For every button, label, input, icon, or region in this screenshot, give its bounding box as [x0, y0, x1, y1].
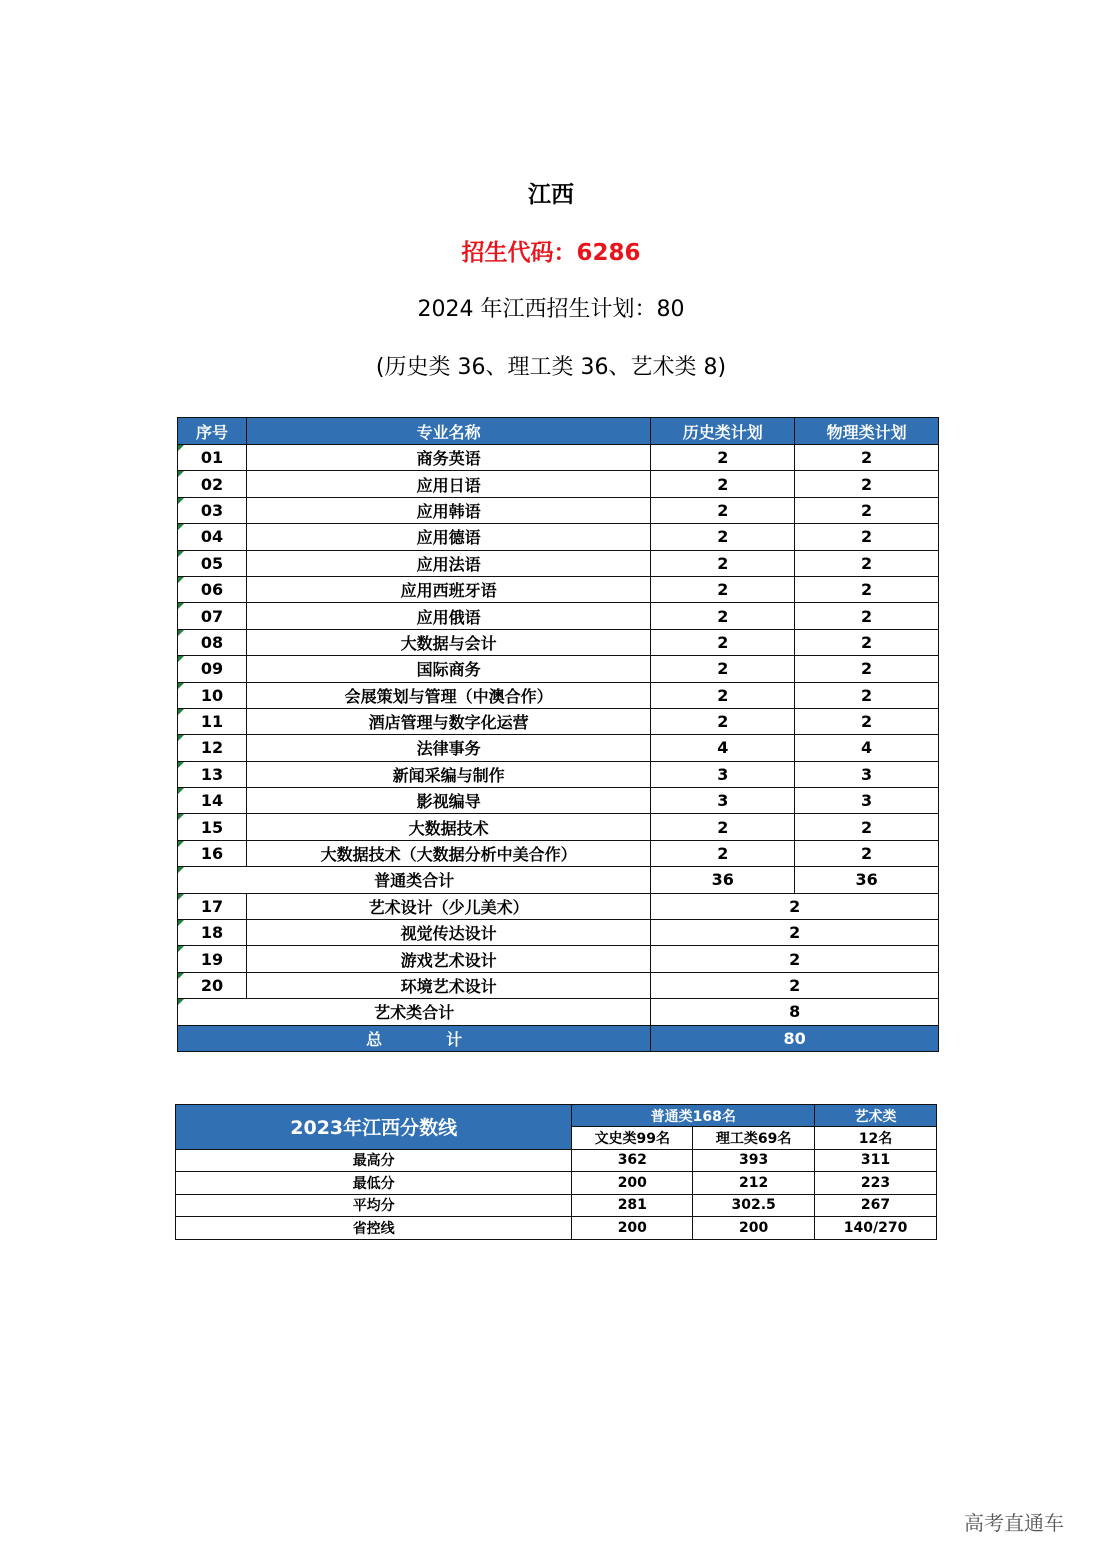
row-history-plan: 3 [651, 788, 795, 814]
table-row [178, 840, 939, 866]
row-physics-plan: 2 [795, 524, 939, 550]
row-history-plan: 2 [651, 471, 795, 497]
score-liberal-arts: 362 [572, 1149, 693, 1172]
general-subtotal-physics: 36 [795, 867, 939, 893]
row-major-name: 应用西班牙语 [246, 576, 650, 602]
header-seq: 序号 [178, 418, 247, 445]
score-liberal-arts: 200 [572, 1172, 693, 1195]
general-subtotal-label: 普通类合计 [178, 867, 651, 893]
row-history-plan: 2 [651, 550, 795, 576]
table-row [178, 576, 939, 602]
row-physics-plan: 2 [795, 445, 939, 471]
row-art-plan: 2 [651, 972, 939, 998]
table-row [178, 445, 939, 471]
table-row [178, 471, 939, 497]
group-art-header: 艺术类 [815, 1105, 937, 1127]
row-seq: 16 [178, 840, 247, 866]
table-row [178, 708, 939, 734]
row-seq: 09 [178, 656, 247, 682]
table-row [176, 1194, 937, 1217]
row-art-plan: 2 [651, 920, 939, 946]
art-subtotal-row [178, 999, 939, 1025]
subheader-liberal-arts: 文史类99名 [572, 1127, 693, 1150]
row-major-name: 应用日语 [246, 471, 650, 497]
row-art-plan: 2 [651, 893, 939, 919]
table-row [178, 946, 939, 972]
table-row [178, 682, 939, 708]
score-liberal-arts: 200 [572, 1217, 693, 1240]
row-history-plan: 2 [651, 840, 795, 866]
grand-total-row [178, 1025, 939, 1051]
row-major-name: 法律事务 [246, 735, 650, 761]
row-seq: 06 [178, 576, 247, 602]
admission-code: 招生代码：6286 [461, 240, 641, 266]
row-physics-plan: 2 [795, 576, 939, 602]
row-major-name: 商务英语 [246, 445, 650, 471]
score-science: 393 [693, 1149, 815, 1172]
table-row [178, 972, 939, 998]
row-physics-plan: 2 [795, 603, 939, 629]
row-seq: 18 [178, 920, 247, 946]
general-subtotal-history: 36 [651, 867, 795, 893]
admission-plan-table [177, 417, 939, 1052]
header-major: 专业名称 [246, 418, 650, 445]
table-row [178, 656, 939, 682]
row-history-plan: 4 [651, 735, 795, 761]
group-general-header: 普通类168名 [572, 1105, 815, 1127]
grand-total-label-left: 总 [366, 1029, 383, 1049]
row-seq: 10 [178, 682, 247, 708]
score-label: 平均分 [176, 1194, 572, 1217]
row-physics-plan: 3 [795, 788, 939, 814]
row-major-name: 会展策划与管理（中澳合作） [246, 682, 650, 708]
row-physics-plan: 2 [795, 708, 939, 734]
score-label: 最低分 [176, 1172, 572, 1195]
row-major-name: 大数据与会计 [246, 629, 650, 655]
table-row [176, 1172, 937, 1195]
row-seq: 20 [178, 972, 247, 998]
score-art: 223 [815, 1172, 937, 1195]
general-subtotal-row [178, 867, 939, 893]
grand-total-label-right: 计 [446, 1029, 463, 1049]
row-history-plan: 2 [651, 656, 795, 682]
table-row [178, 550, 939, 576]
plan-breakdown: (历史类 36、理工类 36、艺术类 8) [375, 355, 727, 380]
score-label: 省控线 [176, 1217, 572, 1240]
row-seq: 12 [178, 735, 247, 761]
table-header-row [178, 418, 939, 445]
row-seq: 13 [178, 761, 247, 787]
row-major-name: 视觉传达设计 [246, 920, 650, 946]
subheader-art: 12名 [815, 1127, 937, 1150]
score-art: 140/270 [815, 1217, 937, 1240]
row-seq: 05 [178, 550, 247, 576]
score-label: 最高分 [176, 1149, 572, 1172]
row-history-plan: 2 [651, 629, 795, 655]
table-row [178, 814, 939, 840]
row-major-name: 游戏艺术设计 [246, 946, 650, 972]
row-history-plan: 2 [651, 682, 795, 708]
table-row [178, 761, 939, 787]
row-physics-plan: 2 [795, 814, 939, 840]
plan-summary: 2024 年江西招生计划：80 [417, 297, 685, 322]
row-history-plan: 2 [651, 576, 795, 602]
score-science: 200 [693, 1217, 815, 1240]
table-row [178, 603, 939, 629]
table-row [178, 497, 939, 523]
score-science: 302.5 [693, 1194, 815, 1217]
row-history-plan: 2 [651, 445, 795, 471]
grand-total-value: 80 [651, 1025, 939, 1051]
row-physics-plan: 3 [795, 761, 939, 787]
row-history-plan: 2 [651, 814, 795, 840]
row-major-name: 应用法语 [246, 550, 650, 576]
row-major-name: 影视编导 [246, 788, 650, 814]
watermark: 高考直通车 [964, 1511, 1064, 1535]
row-history-plan: 2 [651, 708, 795, 734]
row-seq: 17 [178, 893, 247, 919]
row-major-name: 大数据技术 [246, 814, 650, 840]
table-row [178, 735, 939, 761]
row-major-name: 应用德语 [246, 524, 650, 550]
row-major-name: 应用俄语 [246, 603, 650, 629]
header-physics-plan: 物理类计划 [795, 418, 939, 445]
header-history-plan: 历史类计划 [651, 418, 795, 445]
table-row [176, 1217, 937, 1240]
score-science: 212 [693, 1172, 815, 1195]
row-physics-plan: 2 [795, 656, 939, 682]
row-major-name: 艺术设计（少儿美术） [246, 893, 650, 919]
row-seq: 01 [178, 445, 247, 471]
art-subtotal-label: 艺术类合计 [178, 999, 651, 1025]
row-major-name: 新闻采编与制作 [246, 761, 650, 787]
row-major-name: 国际商务 [246, 656, 650, 682]
row-physics-plan: 2 [795, 471, 939, 497]
row-major-name: 大数据技术（大数据分析中美合作） [246, 840, 650, 866]
score-table-title: 2023年江西分数线 [176, 1105, 572, 1150]
score-art: 267 [815, 1194, 937, 1217]
table-row [178, 629, 939, 655]
table-row [176, 1149, 937, 1172]
art-subtotal-value: 8 [651, 999, 939, 1025]
subheader-science: 理工类69名 [693, 1127, 815, 1150]
row-seq: 08 [178, 629, 247, 655]
row-physics-plan: 2 [795, 629, 939, 655]
row-seq: 14 [178, 788, 247, 814]
row-seq: 15 [178, 814, 247, 840]
row-seq: 11 [178, 708, 247, 734]
row-seq: 02 [178, 471, 247, 497]
score-liberal-arts: 281 [572, 1194, 693, 1217]
row-history-plan: 2 [651, 603, 795, 629]
row-physics-plan: 2 [795, 682, 939, 708]
score-header-row [176, 1105, 937, 1127]
table-row [178, 893, 939, 919]
row-seq: 04 [178, 524, 247, 550]
score-art: 311 [815, 1149, 937, 1172]
row-history-plan: 2 [651, 497, 795, 523]
table-row [178, 524, 939, 550]
row-major-name: 应用韩语 [246, 497, 650, 523]
row-physics-plan: 4 [795, 735, 939, 761]
row-physics-plan: 2 [795, 840, 939, 866]
province-title: 江西 [528, 182, 574, 208]
table-row [178, 788, 939, 814]
grand-total-label [178, 1025, 651, 1051]
row-seq: 19 [178, 946, 247, 972]
row-physics-plan: 2 [795, 497, 939, 523]
table-row [178, 920, 939, 946]
row-history-plan: 3 [651, 761, 795, 787]
row-art-plan: 2 [651, 946, 939, 972]
row-physics-plan: 2 [795, 550, 939, 576]
row-major-name: 酒店管理与数字化运营 [246, 708, 650, 734]
score-line-table [175, 1104, 937, 1240]
row-seq: 07 [178, 603, 247, 629]
row-major-name: 环境艺术设计 [246, 972, 650, 998]
row-seq: 03 [178, 497, 247, 523]
row-history-plan: 2 [651, 524, 795, 550]
